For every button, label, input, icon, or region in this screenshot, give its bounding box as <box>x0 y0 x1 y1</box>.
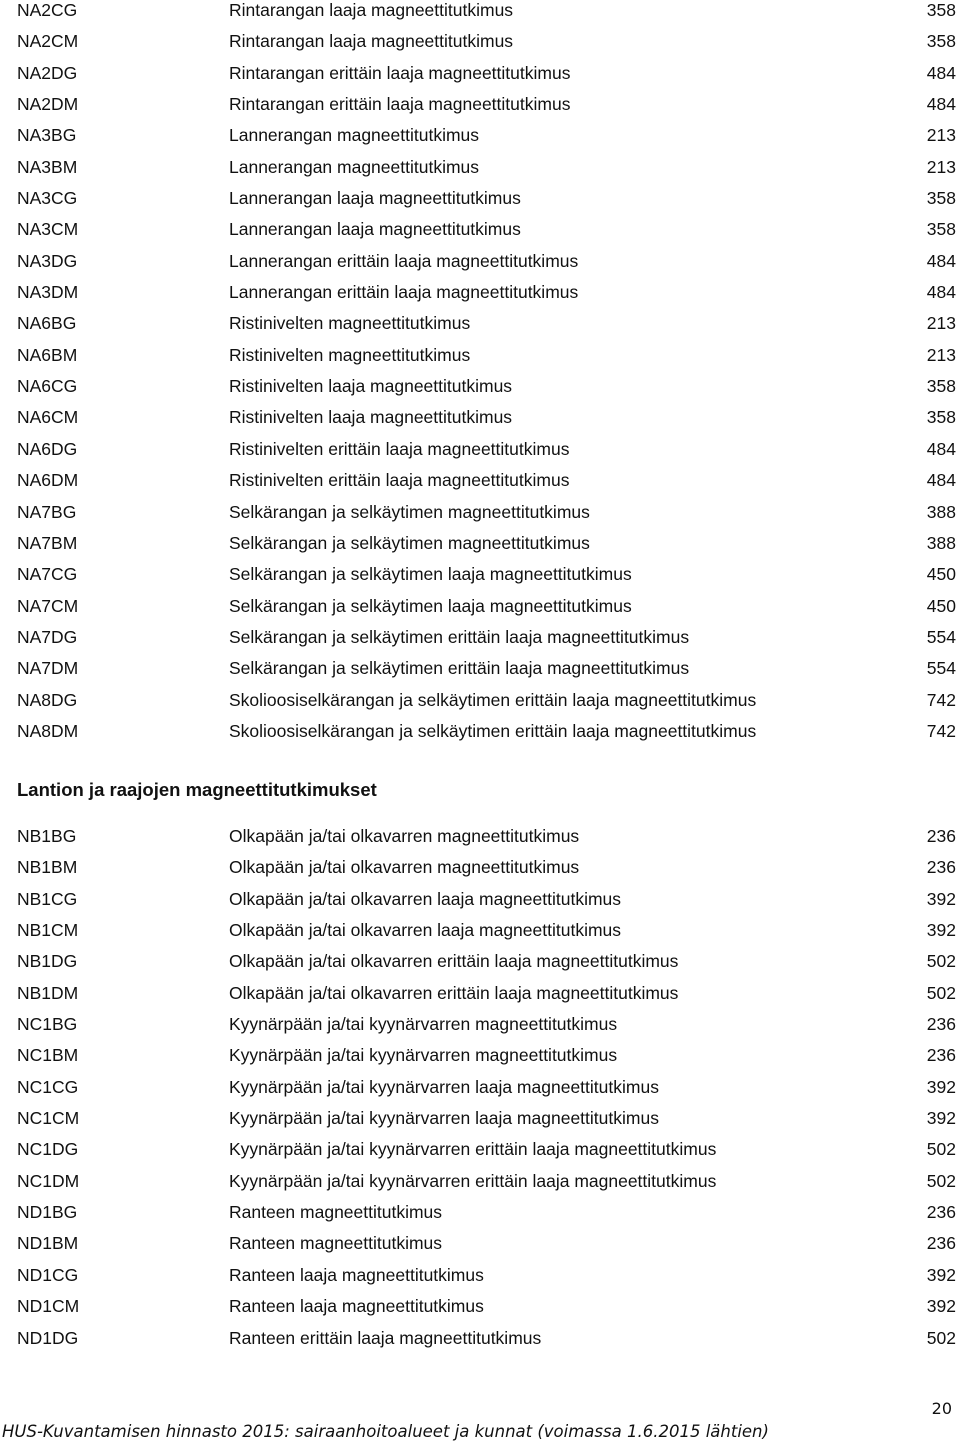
exam-code: NC1BM <box>17 1045 79 1066</box>
table-row <box>0 345 960 376</box>
exam-description: Skolioosiselkärangan ja selkäytimen erittäin laaja magneettitutkimus <box>229 689 757 710</box>
table-row <box>0 951 960 982</box>
exam-code: NA6CG <box>17 376 78 397</box>
table-row <box>0 1202 960 1233</box>
table-row <box>0 31 960 62</box>
exam-code: NA7BM <box>17 532 78 553</box>
exam-price: 358 <box>926 407 956 428</box>
table-row <box>0 1045 960 1076</box>
table-row <box>0 1014 960 1045</box>
exam-price: 236 <box>926 857 956 878</box>
exam-code: NB1CM <box>17 920 79 941</box>
exam-code: NB1CG <box>17 888 78 909</box>
exam-description: Lannerangan laaja magneettitutkimus <box>229 219 521 240</box>
section-heading: Lantion ja raajojen magneettitutkimukset <box>17 779 377 800</box>
exam-description: Kyynärpään ja/tai kyynärvarren magneettitutkimus <box>229 1045 618 1066</box>
price-table-pelvis-limbs <box>0 826 960 1359</box>
footer-text: HUS-Kuvantamisen hinnasto 2015: sairaanhoitoalueet ja kunnat (voimassa 1.6.2015 lähtien) <box>2 1422 769 1441</box>
table-row <box>0 564 960 595</box>
exam-price: 213 <box>926 156 956 177</box>
exam-price: 392 <box>926 888 956 909</box>
exam-price: 742 <box>926 720 956 741</box>
table-row <box>0 470 960 501</box>
exam-code: NA3BG <box>17 125 77 146</box>
exam-price: 358 <box>926 188 956 209</box>
exam-description: Ranteen laaja magneettitutkimus <box>229 1264 484 1285</box>
exam-description: Ranteen magneettitutkimus <box>229 1233 443 1254</box>
exam-code: NA6DG <box>17 438 78 459</box>
exam-price: 502 <box>926 982 956 1003</box>
exam-price: 392 <box>926 1076 956 1097</box>
exam-description: Skolioosiselkärangan ja selkäytimen erittäin laaja magneettitutkimus <box>229 720 757 741</box>
table-row <box>0 1139 960 1170</box>
exam-description: Ranteen laaja magneettitutkimus <box>229 1296 484 1317</box>
exam-price: 502 <box>926 1327 956 1348</box>
exam-price: 236 <box>926 826 956 846</box>
page-number: 20 <box>931 1399 952 1418</box>
exam-code: NA3DG <box>17 250 78 271</box>
table-row <box>0 1233 960 1264</box>
table-row <box>0 627 960 658</box>
exam-description: Rintarangan erittäin laaja magneettitutkimus <box>229 94 571 115</box>
exam-code: NB1BM <box>17 857 78 878</box>
table-row <box>0 826 960 857</box>
exam-code: NC1CG <box>17 1076 79 1097</box>
exam-description: Ristinivelten erittäin laaja magneettitutkimus <box>229 438 570 459</box>
exam-code: NA7BG <box>17 501 77 522</box>
exam-description: Ristinivelten magneettitutkimus <box>229 313 471 334</box>
exam-description: Lannerangan erittäin laaja magneettitutkimus <box>229 282 579 303</box>
exam-price: 502 <box>926 1170 956 1191</box>
exam-description: Ranteen magneettitutkimus <box>229 1202 443 1223</box>
exam-code: NA6DM <box>17 470 79 491</box>
exam-description: Selkärangan ja selkäytimen magneettitutkimus <box>229 501 590 522</box>
exam-description: Olkapään ja/tai olkavarren laaja magneettitutkimus <box>229 888 622 909</box>
exam-price: 484 <box>926 438 956 459</box>
exam-code: NC1DG <box>17 1139 79 1160</box>
exam-code: NA6BG <box>17 313 77 334</box>
exam-code: NB1DM <box>17 982 79 1003</box>
exam-description: Ristinivelten laaja magneettitutkimus <box>229 407 513 428</box>
table-row <box>0 94 960 125</box>
exam-price: 358 <box>926 219 956 240</box>
exam-price: 484 <box>926 94 956 115</box>
exam-price: 450 <box>926 564 956 585</box>
exam-description: Selkärangan ja selkäytimen erittäin laaja magneettitutkimus <box>229 658 690 679</box>
exam-description: Kyynärpään ja/tai kyynärvarren magneettitutkimus <box>229 1014 618 1035</box>
table-row <box>0 1171 960 1202</box>
table-row <box>0 596 960 627</box>
exam-description: Selkärangan ja selkäytimen magneettitutkimus <box>229 532 590 553</box>
table-row <box>0 658 960 689</box>
table-row <box>0 125 960 156</box>
exam-code: ND1BG <box>17 1202 78 1223</box>
table-row <box>0 313 960 344</box>
exam-description: Olkapään ja/tai olkavarren erittäin laaja magneettitutkimus <box>229 951 679 972</box>
exam-code: NA7DM <box>17 658 79 679</box>
exam-code: NA2CG <box>17 0 78 20</box>
exam-code: NA8DM <box>17 720 79 741</box>
table-row <box>0 533 960 564</box>
table-row <box>0 1077 960 1108</box>
exam-description: Kyynärpään ja/tai kyynärvarren laaja magneettitutkimus <box>229 1108 659 1129</box>
exam-code: ND1BM <box>17 1233 79 1254</box>
exam-description: Kyynärpään ja/tai kyynärvarren erittäin laaja magneettitutkimus <box>229 1139 717 1160</box>
table-row <box>0 157 960 188</box>
table-row <box>0 1108 960 1139</box>
table-row <box>0 407 960 438</box>
exam-description: Olkapään ja/tai olkavarren magneettitutkimus <box>229 857 580 878</box>
exam-code: NA3CG <box>17 188 78 209</box>
exam-price: 502 <box>926 951 956 972</box>
table-row <box>0 1296 960 1327</box>
exam-price: 554 <box>926 626 956 647</box>
table-row <box>0 1328 960 1359</box>
exam-code: NC1CM <box>17 1108 80 1129</box>
exam-description: Ristinivelten magneettitutkimus <box>229 344 471 365</box>
exam-code: NB1BG <box>17 826 77 846</box>
exam-code: NA2DM <box>17 94 79 115</box>
exam-code: NA3CM <box>17 219 79 240</box>
exam-price: 358 <box>926 0 956 20</box>
exam-price: 388 <box>926 501 956 522</box>
table-row <box>0 376 960 407</box>
exam-code: NA6BM <box>17 344 78 365</box>
exam-price: 392 <box>926 1108 956 1129</box>
table-row <box>0 889 960 920</box>
exam-description: Lannerangan magneettitutkimus <box>229 156 480 177</box>
exam-price: 392 <box>926 1264 956 1285</box>
exam-price: 484 <box>926 250 956 271</box>
exam-price: 213 <box>926 344 956 365</box>
exam-price: 450 <box>926 595 956 616</box>
table-row <box>0 502 960 533</box>
table-row <box>0 219 960 250</box>
table-row <box>0 63 960 94</box>
table-row <box>0 0 960 31</box>
table-row <box>0 983 960 1014</box>
exam-price: 236 <box>926 1202 956 1223</box>
table-row <box>0 251 960 282</box>
exam-code: NA6CM <box>17 407 79 428</box>
exam-code: NA7CM <box>17 595 79 616</box>
table-row <box>0 920 960 951</box>
exam-price: 388 <box>926 532 956 553</box>
exam-description: Selkärangan ja selkäytimen laaja magneettitutkimus <box>229 595 632 616</box>
exam-description: Lannerangan magneettitutkimus <box>229 125 480 146</box>
exam-description: Ranteen erittäin laaja magneettitutkimus <box>229 1327 542 1348</box>
exam-code: NA2DG <box>17 62 78 83</box>
exam-price: 236 <box>926 1233 956 1254</box>
exam-description: Rintarangan erittäin laaja magneettitutkimus <box>229 62 571 83</box>
exam-code: ND1CG <box>17 1264 79 1285</box>
exam-price: 236 <box>926 1014 956 1035</box>
exam-price: 358 <box>926 31 956 52</box>
exam-price: 484 <box>926 62 956 83</box>
exam-price: 554 <box>926 658 956 679</box>
exam-code: NC1BG <box>17 1014 78 1035</box>
exam-description: Lannerangan erittäin laaja magneettitutkimus <box>229 250 579 271</box>
table-row <box>0 282 960 313</box>
exam-price: 484 <box>926 282 956 303</box>
exam-code: NA3DM <box>17 282 79 303</box>
exam-code: NA3BM <box>17 156 78 177</box>
exam-code: NC1DM <box>17 1170 80 1191</box>
exam-price: 484 <box>926 470 956 491</box>
table-row <box>0 1265 960 1296</box>
exam-description: Olkapään ja/tai olkavarren erittäin laaja magneettitutkimus <box>229 982 679 1003</box>
exam-description: Rintarangan laaja magneettitutkimus <box>229 0 514 20</box>
exam-price: 392 <box>926 920 956 941</box>
exam-price: 502 <box>926 1139 956 1160</box>
exam-code: ND1CM <box>17 1296 80 1317</box>
exam-price: 742 <box>926 689 956 710</box>
table-row <box>0 188 960 219</box>
table-row <box>0 857 960 888</box>
table-row <box>0 439 960 470</box>
exam-code: NA8DG <box>17 689 78 710</box>
exam-description: Olkapään ja/tai olkavarren magneettitutkimus <box>229 826 580 846</box>
exam-description: Kyynärpään ja/tai kyynärvarren erittäin laaja magneettitutkimus <box>229 1170 717 1191</box>
exam-code: NA7CG <box>17 564 78 585</box>
exam-description: Selkärangan ja selkäytimen erittäin laaja magneettitutkimus <box>229 626 690 647</box>
exam-code: NB1DG <box>17 951 78 972</box>
exam-code: ND1DG <box>17 1327 79 1348</box>
exam-price: 392 <box>926 1296 956 1317</box>
table-row <box>0 721 960 752</box>
exam-price: 213 <box>926 313 956 334</box>
exam-description: Kyynärpään ja/tai kyynärvarren laaja magneettitutkimus <box>229 1076 659 1097</box>
exam-description: Selkärangan ja selkäytimen laaja magneettitutkimus <box>229 564 632 585</box>
exam-price: 213 <box>926 125 956 146</box>
exam-description: Rintarangan laaja magneettitutkimus <box>229 31 514 52</box>
exam-code: NA2CM <box>17 31 79 52</box>
exam-description: Ristinivelten erittäin laaja magneettitutkimus <box>229 470 570 491</box>
exam-description: Ristinivelten laaja magneettitutkimus <box>229 376 513 397</box>
exam-price: 236 <box>926 1045 956 1066</box>
exam-description: Lannerangan laaja magneettitutkimus <box>229 188 521 209</box>
exam-description: Olkapään ja/tai olkavarren laaja magneettitutkimus <box>229 920 622 941</box>
table-row <box>0 690 960 721</box>
exam-code: NA7DG <box>17 626 78 647</box>
exam-price: 358 <box>926 376 956 397</box>
